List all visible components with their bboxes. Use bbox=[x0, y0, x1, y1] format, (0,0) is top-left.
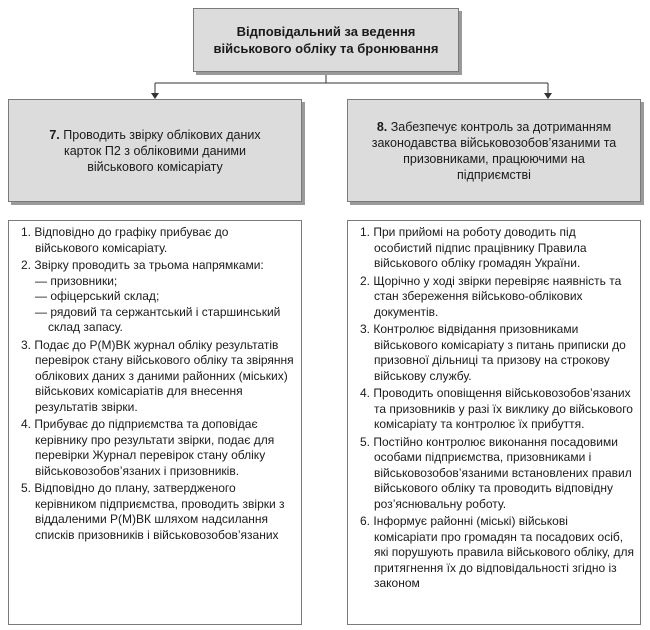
list-item bbox=[21, 258, 295, 336]
left-list bbox=[21, 225, 295, 543]
list-item-number: 6. bbox=[360, 514, 371, 528]
sub-item: — призовники; bbox=[35, 273, 118, 288]
list-item bbox=[360, 225, 634, 272]
list-item bbox=[360, 274, 634, 321]
list-item bbox=[360, 435, 634, 513]
list-item-number: 1. bbox=[21, 225, 32, 239]
list-item-number: 5. bbox=[21, 481, 32, 495]
right-list-box bbox=[347, 220, 641, 625]
list-item-text: Прибуває до підприємства та доповідає керівнику про результати звірки, подає для перевірки Журнал перевірок стану обліку військовозобов’язаних і призовників. bbox=[34, 417, 275, 478]
sub-item: — офіцерський склад; bbox=[35, 289, 160, 303]
left-list-box bbox=[8, 220, 302, 625]
list-item-text: Звірку проводить за трьома напрямками: bbox=[34, 258, 264, 272]
list-item-number: 1. bbox=[360, 225, 371, 239]
right-header-box bbox=[347, 99, 641, 202]
list-item-text: Проводить оповіщення військовозобов’язаних та призовників у разі їх виклику до військового комісаріату та контролює їх прибуття. bbox=[373, 386, 633, 431]
list-item-text: Відповідно до плану, затвердженого керівником підприємства, проводить звірки з віддаленими Р(М)ВК шляхом надсилання списків призовників і військовозобов’язаних bbox=[34, 481, 285, 542]
top-responsible-box bbox=[193, 8, 459, 72]
list-item-number: 3. bbox=[360, 322, 371, 336]
list-item bbox=[360, 514, 634, 592]
right-header-number: 8. bbox=[376, 119, 388, 134]
list-item-text: Інформує районні (міські) військові комісаріати про громадян та посадових осіб, які порушують правила військового обліку, для притягнення їх до відповідальності згідно із законом bbox=[373, 514, 634, 590]
right-list bbox=[360, 225, 634, 592]
list-item bbox=[21, 417, 295, 479]
list-item bbox=[360, 386, 634, 433]
left-header-text: Проводить звірку облікових даних карток П2 з обліковими даними військового комісаріату bbox=[59, 127, 261, 174]
list-item-number: 4. bbox=[21, 417, 32, 431]
top-title-line2: військового обліку та бронювання bbox=[213, 41, 439, 56]
left-header-number: 7. bbox=[49, 127, 60, 142]
list-item-number: 5. bbox=[360, 434, 371, 449]
list-item bbox=[21, 338, 295, 416]
list-item bbox=[21, 481, 295, 543]
list-item-text: Постійно контролює виконання посадовими особами підприємства, призовниками і військовозобов’язаними встановлених правил військового обліку та проводить відповідну роз’яснювальну роботу. bbox=[373, 434, 632, 511]
right-header-text: Забезпечує контроль за дотриманням законодавства військовозобов’язаними та призовниками, працюючими на підприємстві bbox=[371, 119, 617, 182]
list-item-text: Щорічно у ході звірки перевіряє наявність та стан збереження військово-облікових документів. bbox=[373, 273, 622, 319]
list-item-text: Контролює відвідання призовниками військового комісаріату з питань приписки до призовної дільниці та призову на строкову військову службу. bbox=[373, 322, 626, 383]
list-item-text: Подає до Р(М)ВК журнал обліку результатів перевірок стану військового обліку та звіряння облікових даних з даними районних (міських) військових комісаріатів для внесення результатів звірки. bbox=[34, 337, 294, 414]
list-item-text: При прийомі на роботу доводить під особистий підпис працівнику Правила військового обліку громадян України. bbox=[373, 225, 587, 270]
list-item-number: 2. bbox=[360, 273, 371, 288]
list-item-number: 4. bbox=[360, 386, 371, 400]
top-title-line1: Відповідальний за ведення bbox=[236, 24, 416, 39]
list-item-text: Відповідно до графіку прибуває до військового комісаріату. bbox=[34, 225, 229, 255]
list-item bbox=[21, 225, 295, 256]
list-item-number: 2. bbox=[21, 258, 32, 272]
list-item-number: 3. bbox=[21, 337, 32, 352]
left-header-box bbox=[8, 99, 302, 202]
list-item bbox=[360, 322, 634, 384]
sub-item: — рядовий та сержантський і старшинський склад запасу. bbox=[35, 304, 281, 334]
